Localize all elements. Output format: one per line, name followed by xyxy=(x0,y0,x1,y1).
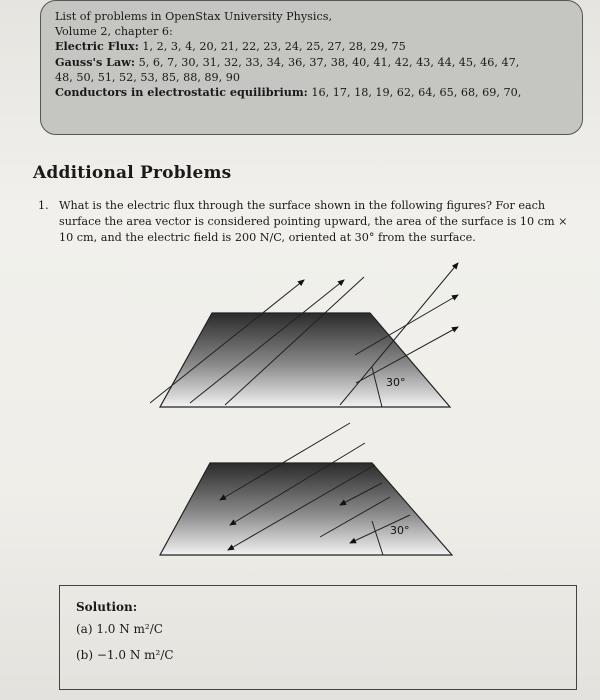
angle-label-a: 30° xyxy=(386,376,406,389)
conductors-list: 16, 17, 18, 19, 62, 64, 65, 68, 69, 70, xyxy=(311,86,522,100)
electric-flux-label: Electric Flux: xyxy=(55,39,139,54)
problem-list-box xyxy=(40,0,583,135)
electric-flux-list: 1, 2, 3, 4, 20, 21, 22, 23, 24, 25, 27, 28, 29, 75 xyxy=(142,40,406,54)
surface-b-plane xyxy=(160,463,452,555)
electric-flux-row xyxy=(55,39,568,54)
gauss-law-row-continued: 48, 50, 51, 52, 53, 85, 88, 89, 90 xyxy=(55,70,241,84)
surface-a xyxy=(150,263,458,407)
problem-list-chapter: Volume 2, chapter 6: xyxy=(55,25,173,39)
solution-heading: Solution: xyxy=(76,600,138,614)
angle-label-b: 30° xyxy=(390,524,410,537)
problem-1 xyxy=(38,198,573,246)
solution-box xyxy=(59,585,577,690)
problem-list-intro: List of problems in OpenStax University Physics, xyxy=(55,10,333,23)
gauss-law-label: Gauss's Law: xyxy=(55,54,136,69)
section-title: Additional Problems xyxy=(33,163,232,183)
gauss-law-row xyxy=(55,55,568,70)
problem-text: What is the electric flux through the surface shown in the following figures? For each surface the area vector is considered pointing upward, the area of the surface is 10 cm × 10 cm, and the electric field is 200 N/C, oriented at 30° from the surface. xyxy=(59,199,568,244)
problem-number: 1. xyxy=(38,199,49,212)
answer-a: (a) 1.0 N m²/C xyxy=(76,622,163,636)
gauss-law-list: 5, 6, 7, 30, 31, 32, 33, 34, 36, 37, 38, 40, 41, 42, 43, 44, 45, 46, 47, xyxy=(138,55,520,69)
surface-b xyxy=(160,423,452,555)
flux-figure xyxy=(150,255,490,575)
conductors-row xyxy=(55,85,568,100)
answer-b: (b) −1.0 N m²/C xyxy=(76,648,174,662)
conductors-label: Conductors in electrostatic equilibrium: xyxy=(55,85,308,100)
